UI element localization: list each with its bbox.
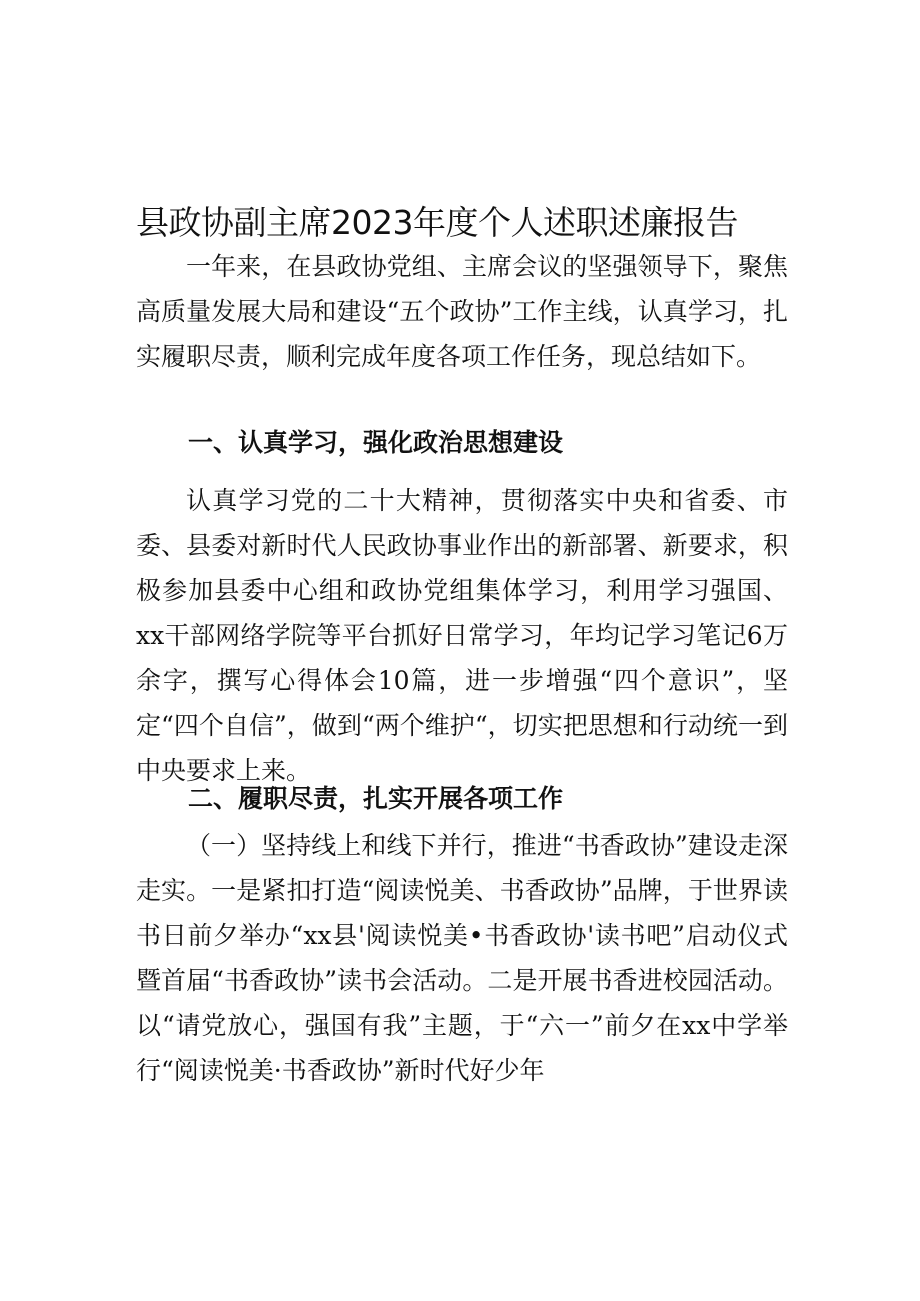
section-2-paragraph: （一）坚持线上和线下并行，推进“书香政协”建设走深走实。一是紧扣打造“阅读悦美、书香政协”品牌，于世界读书日前夕举办“xx县'阅读悦美•书香政协'读书吧”启动仪式暨首届“书香政协”读书会活动。二是开展书香进校园活动。以“请党放心，强国有我”主题，于“六一”前夕在xx中学举行“阅读悦美·书香政协”新时代好少年 [136, 831, 788, 1085]
section-heading-1: 一、认真学习，强化政治思想建设 [188, 428, 564, 457]
section-heading-2: 二、履职尽责，扎实开展各项工作 [188, 784, 564, 813]
section-1-paragraph: 认真学习党的二十大精神，贯彻落实中央和省委、市委、县委对新时代人民政协事业作出的新部署、新要求，积极参加县委中心组和政协党组集体学习，利用学习强国、xx干部网络学院等平台抓好日常学习，年均记学习笔记6万余字，撰写心得体会10篇，进一步增强“四个意识”，坚定“四个自信”，做到“两个维护“，切实把思想和行动统一到中央要求上来。 [136, 486, 788, 785]
intro-paragraph: 一年来，在县政协党组、主席会议的坚强领导下，聚焦高质量发展大局和建设“五个政协”工作主线，认真学习，扎实履职尽责，顺利完成年度各项工作任务，现总结如下。 [136, 252, 788, 371]
document-title: 县政协副主席2023年度个人述职述廉报告 [136, 203, 738, 242]
